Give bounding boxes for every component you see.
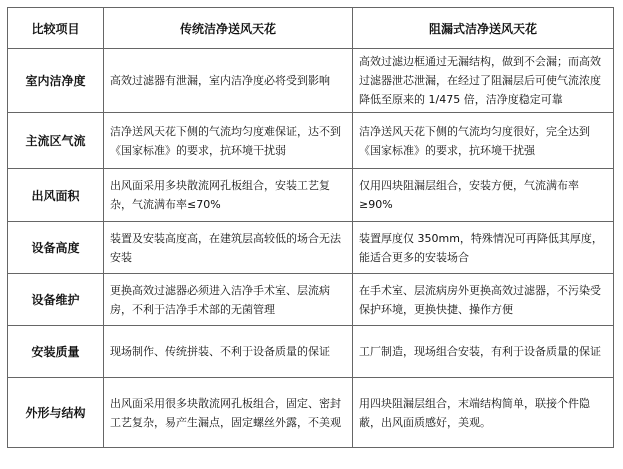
leakproof-cell: 工厂制造，现场组合安装，有利于设备质量的保证 [353, 326, 614, 378]
table-row [8, 378, 614, 448]
traditional-cell: 出风面采用多块散流网孔板组合，安装工艺复杂，气流满布率≤70% [104, 169, 353, 222]
table-row [8, 222, 614, 274]
row-label: 设备维护 [8, 274, 104, 326]
table-row [8, 274, 614, 326]
header-traditional: 传统洁净送风天花 [104, 8, 353, 49]
leakproof-cell: 仅用四块阻漏层组合，安装方便，气流满布率≥90% [353, 169, 614, 222]
table-row [8, 169, 614, 222]
leakproof-cell: 用四块阻漏层组合，末端结构简单，联接个件隐蔽，出风面质感好，美观。 [353, 378, 614, 448]
table-row [8, 326, 614, 378]
leakproof-cell: 高效过滤边框通过无漏结构，做到不会漏；而高效过滤器泄芯泄漏，在经过了阻漏层后可使气流浓度降低至原来的 1/475 倍，洁净度稳定可靠 [353, 49, 614, 113]
traditional-cell: 洁净送风天花下侧的气流均匀度难保证，达不到《国家标准》的要求，抗环境干扰弱 [104, 113, 353, 169]
traditional-cell: 出风面采用很多块散流网孔板组合，固定、密封工艺复杂，易产生漏点，固定螺丝外露，不美观 [104, 378, 353, 448]
leakproof-cell: 在手术室、层流病房外更换高效过滤器，不污染受保护环境，更换快捷、操作方便 [353, 274, 614, 326]
header-item: 比较项目 [8, 8, 104, 49]
row-label: 设备高度 [8, 222, 104, 274]
header-row [8, 8, 614, 49]
row-label: 安装质量 [8, 326, 104, 378]
leakproof-cell: 洁净送风天花下侧的气流均匀度很好，完全达到《国家标准》的要求，抗环境干扰强 [353, 113, 614, 169]
comparison-table [7, 7, 614, 448]
traditional-cell: 装置及安装高度高，在建筑层高较低的场合无法安装 [104, 222, 353, 274]
leakproof-cell: 装置厚度仅 350mm，特殊情况可再降低其厚度，能适合更多的安装场合 [353, 222, 614, 274]
traditional-cell: 高效过滤器有泄漏，室内洁净度必将受到影响 [104, 49, 353, 113]
header-leakproof: 阻漏式洁净送风天花 [353, 8, 614, 49]
row-label: 出风面积 [8, 169, 104, 222]
row-label: 外形与结构 [8, 378, 104, 448]
table-row [8, 49, 614, 113]
traditional-cell: 更换高效过滤器必须进入洁净手术室、层流病房，不利于洁净手术部的无菌管理 [104, 274, 353, 326]
table-row [8, 113, 614, 169]
traditional-cell: 现场制作、传统拼装、不利于设备质量的保证 [104, 326, 353, 378]
row-label: 主流区气流 [8, 113, 104, 169]
row-label: 室内洁净度 [8, 49, 104, 113]
